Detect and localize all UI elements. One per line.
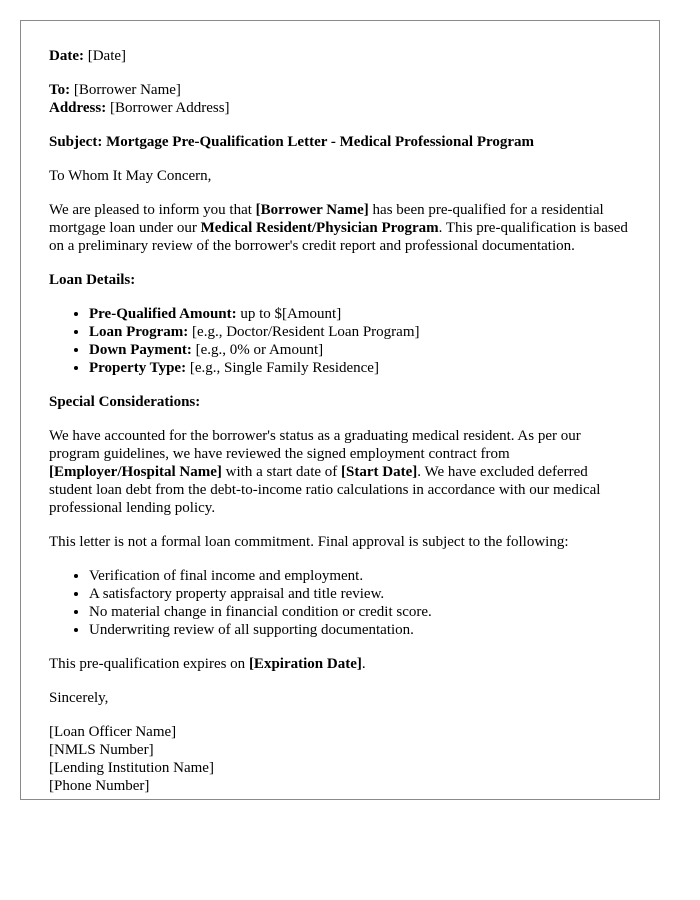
intro-program-name: Medical Resident/Physician Program — [200, 220, 439, 236]
address-label: Address: — [49, 100, 107, 116]
to-label: To: — [49, 82, 71, 98]
loan-detail-label: Pre-Qualified Amount: — [89, 306, 237, 322]
to-line — [49, 81, 631, 99]
subject-line — [49, 133, 631, 151]
loan-details-heading — [49, 271, 631, 289]
date-value: [Date] — [83, 48, 127, 64]
closing: Sincerely, — [49, 690, 109, 706]
loan-detail-label: Down Payment: — [89, 342, 192, 358]
loan-detail-item — [89, 341, 631, 359]
signature-line: [Phone Number] — [49, 778, 150, 794]
expiration-part-1: This pre-qualification expires on — [49, 656, 249, 672]
signature-block — [49, 723, 631, 795]
loan-detail-item — [89, 305, 631, 323]
condition-item: • No material change in financial condition or credit score. — [89, 603, 631, 621]
subject-text: Subject: Mortgage Pre-Qualification Letter - Medical Professional Program — [49, 134, 535, 150]
loan-detail-value: up to $[Amount] — [236, 306, 342, 322]
conditions-list — [49, 567, 631, 639]
intro-borrower-name: [Borrower Name] — [255, 202, 369, 218]
loan-detail-value: [e.g., 0% or Amount] — [191, 342, 324, 358]
signature-line: [Lending Institution Name] — [49, 760, 214, 776]
to-value: [Borrower Name] — [70, 82, 181, 98]
special-employer: [Employer/Hospital Name] — [49, 464, 222, 480]
loan-details-heading-text: Loan Details: — [49, 272, 136, 288]
condition-item: • A satisfactory property appraisal and title review. — [89, 585, 631, 603]
address-value: [Borrower Address] — [106, 100, 230, 116]
intro-part-1: We are pleased to inform you that — [49, 202, 256, 218]
intro-part-3: . This pre-qualification is based on a preliminary review of the borrower's credit report and professional documentation. — [49, 220, 628, 254]
special-part-2: with a start date of — [221, 464, 342, 480]
special-start-date: [Start Date] — [341, 464, 418, 480]
loan-detail-item — [89, 359, 631, 377]
expiration-date: [Expiration Date] — [248, 656, 362, 672]
letter-body — [21, 21, 659, 795]
letter-frame — [20, 20, 660, 800]
special-considerations-heading — [49, 393, 631, 411]
special-considerations-paragraph — [49, 427, 631, 517]
loan-details-list — [49, 305, 631, 377]
special-part-3: . We have excluded deferred student loan debt from the debt-to-income ratio calculations in accordance with our medical professional lending policy. — [49, 464, 601, 516]
loan-detail-item — [89, 323, 631, 341]
special-part-1: We have accounted for the borrower's status as a graduating medical resident. As per our program guidelines, we have reviewed the signed employment contract from — [49, 428, 581, 462]
loan-detail-value: [e.g., Doctor/Resident Loan Program] — [188, 324, 420, 340]
loan-detail-label: Property Type: — [89, 360, 187, 376]
date-label: Date: — [49, 48, 84, 64]
signature-line: [NMLS Number] — [49, 742, 154, 758]
salutation: To Whom It May Concern, — [49, 168, 212, 184]
intro-paragraph — [49, 201, 631, 255]
condition-item: • Underwriting review of all supporting documentation. — [89, 621, 631, 639]
date-line — [49, 47, 631, 65]
condition-item: • Verification of final income and employment. — [89, 567, 631, 585]
recipient-block — [49, 81, 631, 117]
expiration-line — [49, 655, 631, 673]
intro-part-2: has been pre-qualified for a residential mortgage loan under our — [49, 202, 604, 236]
signature-line: [Loan Officer Name] — [49, 724, 177, 740]
conditions-intro: This letter is not a formal loan commitment. Final approval is subject to the following: — [49, 534, 569, 550]
address-line — [49, 99, 631, 117]
loan-detail-value: [e.g., Single Family Residence] — [186, 360, 379, 376]
loan-detail-label: Loan Program: — [89, 324, 189, 340]
expiration-part-2: . — [361, 656, 366, 672]
special-considerations-heading-text: Special Considerations: — [49, 394, 201, 410]
